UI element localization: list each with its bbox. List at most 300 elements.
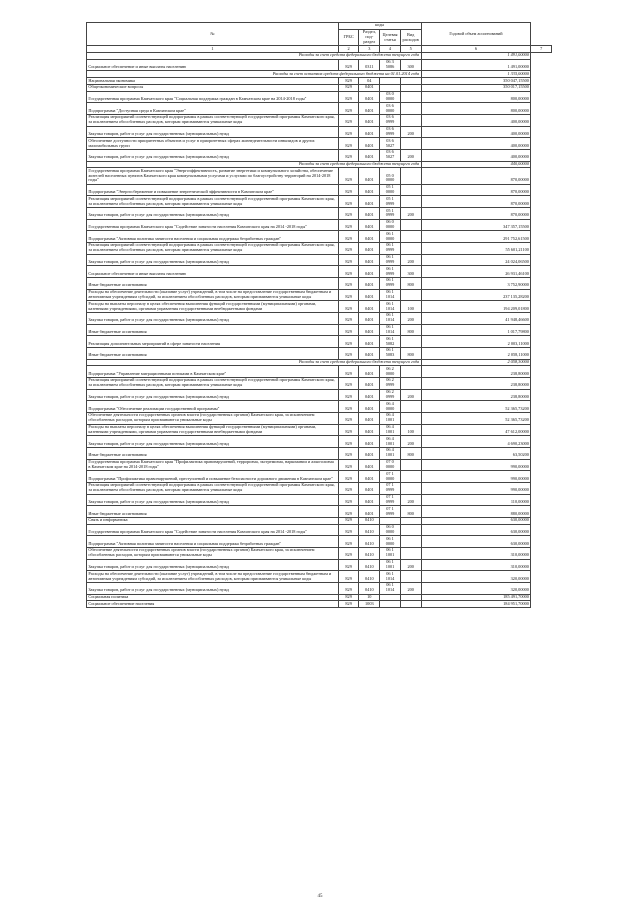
row-amount: 41 948,46600	[421, 313, 531, 325]
table-row	[87, 424, 552, 436]
row-target-article: 03 6 0000	[380, 103, 401, 115]
row-target-article: 06 2 0999	[380, 389, 401, 401]
note-amount: 2 058,30000	[421, 359, 531, 366]
header-amount: Годовой объем ассигнований	[421, 23, 531, 46]
row-name: Связь и информатика	[87, 517, 339, 524]
row-target-article	[380, 601, 401, 608]
table-row	[87, 103, 552, 115]
row-name: Расходы на обеспечение деятельности (оказание услуг) учреждений, в том числе на предоставление государственным бюджетным и автономным учреждениям субсидий, за исключением обособленных расходов, которым присваиваются уникальные коды	[87, 571, 339, 583]
row-amount: 110,00000	[421, 494, 531, 506]
row-target-article: 06 0 0000	[380, 524, 401, 536]
row-section: 0401	[359, 301, 380, 313]
row-grbs: 829	[338, 184, 359, 196]
row-amount: 400,00000	[421, 114, 531, 126]
row-expense-type: 200	[400, 313, 421, 325]
table-row	[87, 196, 552, 208]
row-name: Государственная программа Камчатского края "Содействие занятости населения Камчатского края на 2014 -2018 годы"	[87, 524, 339, 536]
row-name: Расходы на выплаты персоналу в целях обеспечения выполнения функций государственными (муниципальными) органами, казенными учреждениями, органами управления государственными внебюджетными фондами	[87, 424, 339, 436]
row-name: Закупка товаров, работ и услуг для государственных (муниципальных) нужд	[87, 254, 339, 266]
row-target-article: 06 1 1014	[380, 582, 401, 594]
row-grbs: 829	[338, 471, 359, 483]
row-name: Иные бюджетные ассигнования	[87, 506, 339, 518]
row-name: Национальная экономика	[87, 78, 339, 85]
row-amount: 630,00000	[421, 517, 531, 524]
row-name: Государственная программа Камчатского края "Социальная поддержка граждан в Камчатском крае на 2014-2018 годы"	[87, 91, 339, 103]
table-row	[87, 547, 552, 559]
table-row	[87, 378, 552, 390]
row-target-article: 07 1 0999	[380, 482, 401, 494]
table-row	[87, 278, 552, 290]
row-name: Подпрограмма "Активная политика занятости населения и социальная поддержка безработных граждан"	[87, 536, 339, 548]
note-amount: 1 491,00000	[421, 53, 531, 60]
row-amount: 194 209,01800	[421, 301, 531, 313]
row-target-article: 06 3 5086	[380, 59, 401, 71]
row-amount: 310,00000	[421, 547, 531, 559]
row-grbs: 829	[338, 582, 359, 594]
row-expense-type	[400, 547, 421, 559]
row-grbs: 829	[338, 78, 359, 85]
row-name: Расходы на обеспечение деятельности (оказание услуг) учреждений, в том числе на предоставление государственным бюджетным и автономным учреждениям субсидий, за исключением обособленных расходов, которым присваиваются уникальные коды	[87, 289, 339, 301]
header-grbs: ГРБС	[338, 29, 359, 46]
table-row	[87, 231, 552, 243]
row-grbs: 829	[338, 231, 359, 243]
row-grbs: 829	[338, 413, 359, 425]
row-section: 0401	[359, 389, 380, 401]
row-grbs: 829	[338, 208, 359, 220]
table-row	[87, 582, 552, 594]
row-expense-type: 800	[400, 447, 421, 459]
row-section: 0401	[359, 471, 380, 483]
row-section: 0401	[359, 459, 380, 471]
row-expense-type	[400, 114, 421, 126]
row-amount: 400,00000	[421, 138, 531, 150]
row-grbs: 829	[338, 559, 359, 571]
table-row	[87, 524, 552, 536]
row-amount: 3 752,90000	[421, 278, 531, 290]
row-grbs: 829	[338, 571, 359, 583]
row-expense-type	[400, 536, 421, 548]
row-amount: 630,00000	[421, 536, 531, 548]
row-expense-type	[400, 138, 421, 150]
row-amount: 870,00000	[421, 168, 531, 185]
column-number-cell: 7	[531, 46, 552, 53]
row-section: 0410	[359, 547, 380, 559]
table-row	[87, 243, 552, 255]
header-expense-type: Вид расходов	[400, 29, 421, 46]
row-name: Закупка товаров, работ и услуг для государственных (муниципальных) нужд	[87, 149, 339, 161]
note-amount: 440,00000	[421, 161, 531, 168]
row-name: Государственная программа Камчатского края "Профилактика правонарушений, терроризма, экстремизма, наркомании и алкоголизма в Камчатском крае на 2014-2018 годы"	[87, 459, 339, 471]
column-numbers-row	[87, 46, 552, 53]
row-expense-type: 200	[400, 494, 421, 506]
row-name: Подпрограмма "Активная политика занятости населения и социальная поддержка безработных граждан"	[87, 231, 339, 243]
row-name: Закупка товаров, работ и услуг для государственных (муниципальных) нужд	[87, 389, 339, 401]
funding-note: Расходы за счет средств федерального бюджета текущего года	[87, 53, 422, 60]
row-section: 0410	[359, 571, 380, 583]
row-section: 0401	[359, 114, 380, 126]
table-row	[87, 114, 552, 126]
row-section: 0401	[359, 313, 380, 325]
row-amount: 350 047,15500	[421, 78, 531, 85]
row-section: 0401	[359, 324, 380, 336]
row-amount: 1 017,79800	[421, 324, 531, 336]
row-section: 0410	[359, 536, 380, 548]
row-target-article: 05 0 0000	[380, 168, 401, 185]
row-expense-type: 800	[400, 506, 421, 518]
row-name: Реализация мероприятий соответствующей подпрограммы в рамках соответствующей государственной программы Камчатского края, за исключением обособленных расходов, которым присваиваются уникальные коды	[87, 243, 339, 255]
table-body	[87, 53, 552, 608]
row-section: 0401	[359, 413, 380, 425]
row-expense-type: 200	[400, 149, 421, 161]
row-target-article: 03 6 0999	[380, 126, 401, 138]
row-name: Обеспечение деятельности государственных органов власти (государственных органов) Камчатского края, за исключением обособленных расходов, которым присваиваются уникальные коды	[87, 413, 339, 425]
row-name: Обеспечение деятельности государственных органов власти (государственных органов) Камчатского края, за исключением обособленных расходов, которым присваиваются уникальные коды	[87, 547, 339, 559]
table-row	[87, 289, 552, 301]
funding-note-row	[87, 359, 552, 366]
row-target-article: 06 2 0999	[380, 378, 401, 390]
table-row	[87, 301, 552, 313]
row-grbs: 829	[338, 336, 359, 348]
row-amount: 291 752,61500	[421, 231, 531, 243]
table-row	[87, 168, 552, 185]
table-row	[87, 536, 552, 548]
table-row	[87, 482, 552, 494]
row-grbs: 829	[338, 243, 359, 255]
row-target-article: 06 1 0999	[380, 278, 401, 290]
header-target-article: Целевая статья	[380, 29, 401, 46]
table-row	[87, 208, 552, 220]
row-expense-type	[400, 78, 421, 85]
row-name: Подпрограмма "Обеспечение реализации государственной программы"	[87, 401, 339, 413]
row-grbs: 829	[338, 103, 359, 115]
row-expense-type	[400, 184, 421, 196]
row-grbs: 829	[338, 324, 359, 336]
row-target-article: 06 0 0000	[380, 219, 401, 231]
row-name: Иные бюджетные ассигнования	[87, 447, 339, 459]
row-expense-type: 200	[400, 254, 421, 266]
row-name: Реализация мероприятий соответствующей подпрограммы в рамках соответствующей государственной программы Камчатского края, за исключением обособленных расходов, которым присваиваются уникальные коды	[87, 114, 339, 126]
row-target-article: 03 6 0999	[380, 114, 401, 126]
row-section: 0401	[359, 266, 380, 278]
row-amount: 400,00000	[421, 126, 531, 138]
row-grbs: 829	[338, 278, 359, 290]
row-expense-type	[400, 289, 421, 301]
row-amount: 310,00000	[421, 559, 531, 571]
table-row	[87, 401, 552, 413]
row-expense-type: 300	[400, 59, 421, 71]
row-target-article: 06 1 1014	[380, 301, 401, 313]
table-row	[87, 366, 552, 378]
row-grbs: 829	[338, 459, 359, 471]
row-target-article	[380, 517, 401, 524]
row-target-article: 06 1 1001	[380, 547, 401, 559]
row-name: Иные бюджетные ассигнования	[87, 324, 339, 336]
row-target-article: 05 1 0999	[380, 196, 401, 208]
funding-note-row	[87, 161, 552, 168]
row-target-article: 06 4 1001	[380, 413, 401, 425]
row-expense-type: 800	[400, 324, 421, 336]
row-target-article: 03 6 5027	[380, 149, 401, 161]
row-name: Подпрограмма "Энергосбережение и повышение энергетической эффективности в Камчатском крае"	[87, 184, 339, 196]
row-grbs: 829	[338, 536, 359, 548]
table-row	[87, 459, 552, 471]
row-grbs: 829	[338, 289, 359, 301]
row-amount: 55 601,21100	[421, 243, 531, 255]
row-target-article: 06 1 0999	[380, 266, 401, 278]
table-row	[87, 184, 552, 196]
row-target-article: 06 1 1014	[380, 571, 401, 583]
row-name: Закупка товаров, работ и услуг для государственных (муниципальных) нужд	[87, 559, 339, 571]
header-codes: коды	[338, 23, 421, 30]
funding-note: Расходы за счет средств федерального бюджета текущего года	[87, 161, 422, 168]
row-section: 0311	[359, 59, 380, 71]
row-name: Подпрограмма "Профилактика правонарушений, преступлений и повышение безопасности дорожного движения в Камчатском крае"	[87, 471, 339, 483]
table-row	[87, 494, 552, 506]
row-section: 0401	[359, 424, 380, 436]
row-grbs: 829	[338, 114, 359, 126]
row-section: 0401	[359, 436, 380, 448]
row-target-article	[380, 594, 401, 601]
row-amount: 320,00000	[421, 582, 531, 594]
row-name: Государственная программа Камчатского края "Содействие занятости населения Камчатского края на 2014 -2018 годы"	[87, 219, 339, 231]
row-target-article	[380, 84, 401, 91]
table-row	[87, 78, 552, 85]
row-amount: 2 058,11000	[421, 348, 531, 360]
column-number-cell: 2	[338, 46, 359, 53]
row-amount: 990,00000	[421, 482, 531, 494]
row-grbs: 829	[338, 266, 359, 278]
row-target-article: 06 1 0000	[380, 231, 401, 243]
row-expense-type	[400, 196, 421, 208]
row-expense-type	[400, 378, 421, 390]
row-target-article: 07 0 0000	[380, 459, 401, 471]
row-amount: 800,00000	[421, 91, 531, 103]
row-section: 0401	[359, 378, 380, 390]
row-expense-type: 200	[400, 208, 421, 220]
row-target-article: 05 1 0999	[380, 208, 401, 220]
row-target-article: 06 1 0999	[380, 254, 401, 266]
row-section: 0401	[359, 138, 380, 150]
row-section: 0410	[359, 524, 380, 536]
row-amount: 238,80000	[421, 378, 531, 390]
row-target-article: 06 1 1014	[380, 289, 401, 301]
row-name: Реализация мероприятий соответствующей подпрограммы в рамках соответствующей государственной программы Камчатского края, за исключением обособленных расходов, которым присваиваются уникальные коды	[87, 196, 339, 208]
row-name: Иные бюджетные ассигнования	[87, 278, 339, 290]
column-number-cell: 4	[380, 46, 401, 53]
row-amount: 800,00000	[421, 103, 531, 115]
row-section: 0401	[359, 126, 380, 138]
row-expense-type	[400, 482, 421, 494]
row-grbs: 829	[338, 348, 359, 360]
row-amount: 52 365,73200	[421, 401, 531, 413]
row-expense-type	[400, 594, 421, 601]
row-target-article: 06 4 1001	[380, 424, 401, 436]
row-name: Реализация дополнительных мероприятий в сфере занятости населения	[87, 336, 339, 348]
row-section: 0401	[359, 494, 380, 506]
row-name: Государственная программа Камчатского края "Энергоэффективность, развитие энергетики и коммунального хозяйства, обеспечение жителей населенных пунктов Камчатского края коммунальными услугами и услугами по благоустройству территорий на 2014-2018 годы"	[87, 168, 339, 185]
table-row	[87, 313, 552, 325]
header-num: №	[87, 23, 339, 46]
row-section: 0401	[359, 482, 380, 494]
row-amount: 320,00000	[421, 571, 531, 583]
row-section: 0401	[359, 366, 380, 378]
row-amount: 2 003,11000	[421, 336, 531, 348]
row-section: 0401	[359, 168, 380, 185]
row-section: 0401	[359, 84, 380, 91]
row-grbs: 829	[338, 366, 359, 378]
table-row	[87, 471, 552, 483]
row-name: Закупка товаров, работ и услуг для государственных (муниципальных) нужд	[87, 582, 339, 594]
row-expense-type: 100	[400, 424, 421, 436]
row-name: Иные бюджетные ассигнования	[87, 348, 339, 360]
row-amount: 400,00000	[421, 149, 531, 161]
funding-note-row	[87, 71, 552, 78]
row-name: Социальное обеспечение и иные выплаты населению	[87, 59, 339, 71]
column-number-cell: 5	[400, 46, 421, 53]
row-expense-type	[400, 571, 421, 583]
table-row	[87, 324, 552, 336]
table-row	[87, 436, 552, 448]
row-name: Закупка товаров, работ и услуг для государственных (муниципальных) нужд	[87, 126, 339, 138]
row-section: 04	[359, 78, 380, 85]
row-section: 0401	[359, 91, 380, 103]
table-row	[87, 254, 552, 266]
table-row	[87, 348, 552, 360]
row-amount: 870,00000	[421, 196, 531, 208]
row-expense-type	[400, 524, 421, 536]
row-expense-type: 200	[400, 126, 421, 138]
row-target-article: 03 6 5027	[380, 138, 401, 150]
row-name: Расходы на выплаты персоналу в целях обеспечения выполнения функций государственными (муниципальными) органами, казенными учреждениями, органами управления государственными внебюджетными фондами	[87, 301, 339, 313]
table-row	[87, 138, 552, 150]
column-number-cell: 3	[359, 46, 380, 53]
table-row	[87, 219, 552, 231]
table-row	[87, 91, 552, 103]
row-grbs: 829	[338, 424, 359, 436]
table-row	[87, 413, 552, 425]
table-row	[87, 517, 552, 524]
row-grbs: 829	[338, 389, 359, 401]
row-target-article: 06 1 0000	[380, 536, 401, 548]
row-section: 0401	[359, 336, 380, 348]
row-expense-type: 200	[400, 582, 421, 594]
table-row	[87, 506, 552, 518]
row-target-article	[380, 78, 401, 85]
row-name: Закупка товаров, работ и услуг для государственных (муниципальных) нужд	[87, 208, 339, 220]
row-section: 0401	[359, 243, 380, 255]
table-row	[87, 571, 552, 583]
row-expense-type: 800	[400, 348, 421, 360]
row-amount: 990,00000	[421, 471, 531, 483]
row-section: 0410	[359, 582, 380, 594]
row-grbs: 829	[338, 126, 359, 138]
table-row	[87, 266, 552, 278]
row-section: 10	[359, 594, 380, 601]
row-grbs: 829	[338, 254, 359, 266]
row-expense-type: 100	[400, 301, 421, 313]
row-target-article: 06 1 5082	[380, 336, 401, 348]
row-section: 0401	[359, 184, 380, 196]
row-grbs: 829	[338, 601, 359, 608]
row-section: 1003	[359, 601, 380, 608]
row-target-article: 06 1 0999	[380, 243, 401, 255]
row-target-article: 06 4 1001	[380, 447, 401, 459]
row-grbs: 829	[338, 401, 359, 413]
row-section: 0401	[359, 231, 380, 243]
row-amount: 350 017,15500	[421, 84, 531, 91]
row-grbs: 829	[338, 517, 359, 524]
row-target-article: 06 4 0000	[380, 401, 401, 413]
row-section: 0401	[359, 103, 380, 115]
row-section: 0401	[359, 401, 380, 413]
row-target-article: 07 1 0000	[380, 471, 401, 483]
row-expense-type	[400, 243, 421, 255]
table-row	[87, 84, 552, 91]
table-row	[87, 336, 552, 348]
row-amount: 63,50200	[421, 447, 531, 459]
row-expense-type	[400, 168, 421, 185]
row-amount: 238,80000	[421, 389, 531, 401]
row-amount: 880,00000	[421, 506, 531, 518]
table-row	[87, 59, 552, 71]
funding-note: Расходы за счет средств федерального бюджета текущего года	[87, 359, 422, 366]
row-target-article: 06 1 1014	[380, 324, 401, 336]
row-section: 0401	[359, 149, 380, 161]
row-amount: 347 357,15500	[421, 219, 531, 231]
funding-note: Расходы за счет остатков средств федерального бюджета на 01.01.2014 года	[87, 71, 422, 78]
row-target-article: 03 0 0000	[380, 91, 401, 103]
row-amount: 24 024,06500	[421, 254, 531, 266]
row-expense-type	[400, 366, 421, 378]
row-name: Социальное обеспечение и иные выплаты населению	[87, 266, 339, 278]
funding-note-row	[87, 53, 552, 60]
row-section: 0401	[359, 278, 380, 290]
row-grbs: 829	[338, 168, 359, 185]
row-target-article: 07 1 0999	[380, 494, 401, 506]
page-number: 45	[317, 894, 323, 899]
row-amount: 870,00000	[421, 184, 531, 196]
table-row	[87, 559, 552, 571]
row-grbs: 829	[338, 436, 359, 448]
row-expense-type: 200	[400, 559, 421, 571]
row-expense-type	[400, 459, 421, 471]
row-grbs: 829	[338, 196, 359, 208]
column-number-cell: 6	[421, 46, 531, 53]
row-amount: 870,00000	[421, 208, 531, 220]
row-name: Закупка товаров, работ и услуг для государственных (муниципальных) нужд	[87, 436, 339, 448]
row-section: 0401	[359, 348, 380, 360]
row-grbs: 829	[338, 447, 359, 459]
row-grbs: 829	[338, 378, 359, 390]
row-expense-type	[400, 471, 421, 483]
row-grbs: 829	[338, 313, 359, 325]
document-page	[86, 22, 552, 608]
row-amount: 4 690,23000	[421, 436, 531, 448]
row-expense-type: 200	[400, 389, 421, 401]
row-grbs: 829	[338, 482, 359, 494]
row-amount: 630,00000	[421, 524, 531, 536]
row-target-article: 06 1 5083	[380, 348, 401, 360]
row-name: Закупка товаров, работ и услуг для государственных (муниципальных) нужд	[87, 494, 339, 506]
row-section: 0401	[359, 196, 380, 208]
row-expense-type	[400, 336, 421, 348]
row-grbs: 829	[338, 84, 359, 91]
row-expense-type	[400, 517, 421, 524]
row-target-article: 05 1 0000	[380, 184, 401, 196]
row-amount: 237 135,28200	[421, 289, 531, 301]
row-name: Закупка товаров, работ и услуг для государственных (муниципальных) нужд	[87, 313, 339, 325]
row-amount: 185 491,70000	[421, 594, 531, 601]
